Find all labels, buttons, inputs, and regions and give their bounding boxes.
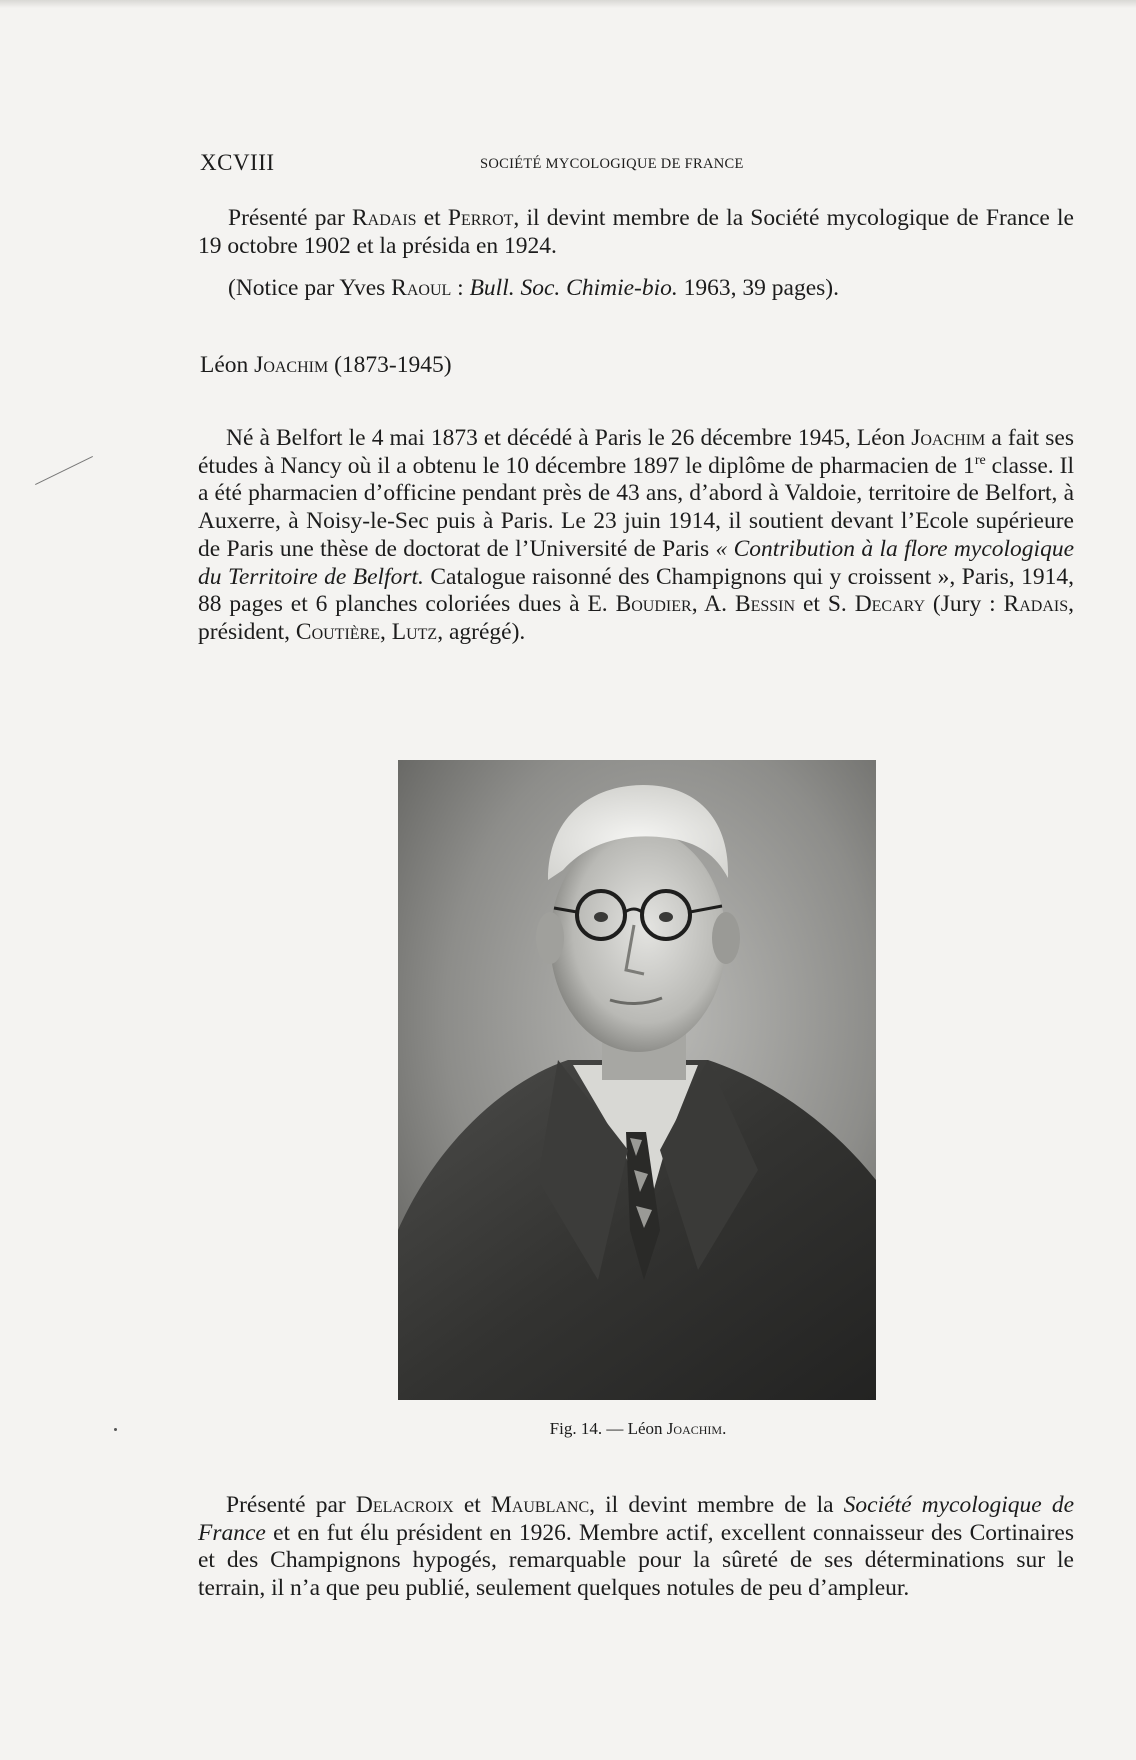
text-run: et en fut élu président en 1926. Membre actif, excellent connaisseur des Cortinaires et des Champignons hypogés, remarquable pour la sûreté de ses déterminations sur le terrain, il n’a que peu publié, seulement quelques notules de peu d’ampleur. xyxy=(198,1519,1074,1602)
portrait-photo xyxy=(398,760,876,1400)
text-run: Né à Belfort le 4 mai 1873 et décédé à Paris le 26 décembre 1945, Léon xyxy=(226,425,912,451)
person-name: Boudier xyxy=(615,591,692,618)
text-run: Catalogue raisonné des Champignons qui y croissent », Paris, 1914, 88 pages et 6 planches coloriées dues à E. xyxy=(198,563,1074,618)
text-run: : xyxy=(451,275,470,301)
person-name: Decary xyxy=(854,591,926,618)
figure-caption xyxy=(400,1419,876,1439)
person-name: Bessin xyxy=(734,591,796,618)
text-run: a fait ses études à Nancy où il a obtenu le 10 décembre 1897 le diplôme de pharmacien de 1 xyxy=(198,425,1074,479)
superscript: re xyxy=(974,452,986,468)
text-run: et S. xyxy=(795,591,855,618)
stray-pencil-mark xyxy=(35,456,93,485)
text-run: et xyxy=(416,205,448,231)
text-run: 1963, 39 pages). xyxy=(677,275,840,301)
text-run: , A. xyxy=(691,591,735,618)
person-name: Radais xyxy=(1003,591,1069,618)
biography-heading xyxy=(200,352,452,379)
society-name: Société mycologique de France xyxy=(198,1492,1075,1546)
person-name: Joachim xyxy=(911,425,986,451)
journal-title: SOCIÉTÉ MYCOLOGIQUE DE FRANCE xyxy=(480,156,744,172)
person-name: Delacroix xyxy=(355,1492,454,1518)
text-run: (Jury : xyxy=(925,591,1004,618)
person-name: Coutière xyxy=(295,618,380,645)
text-run: , xyxy=(380,618,392,645)
page-number: XCVIII xyxy=(200,150,275,175)
running-head xyxy=(200,150,1060,178)
text-run: Présenté par xyxy=(226,1492,356,1518)
left-ear xyxy=(536,912,564,964)
caption-text: Fig. 14. — Léon xyxy=(549,1419,667,1438)
right-eye xyxy=(659,912,673,922)
person-name: Radais xyxy=(351,205,417,231)
text-run: , président, xyxy=(198,591,1074,645)
paragraph-notice-reference xyxy=(228,275,1074,303)
paragraph-biography xyxy=(198,425,1074,647)
heading-surname: Joachim xyxy=(254,352,329,378)
scan-top-edge xyxy=(0,0,1136,8)
text-run: Présenté par xyxy=(228,205,352,231)
text-run: et xyxy=(453,1492,491,1518)
face xyxy=(550,828,726,1052)
text-run: , agrégé). xyxy=(437,618,526,645)
text-run: classe. Il a été pharmacien d’officine pendant près de 43 ans, d’abord à Valdoie, territoire de Belfort, à Auxerre, à Noisy-le-Sec puis à Paris. Le 23 juin 1914, il soutient devant l’Ecole supérieure de Paris une thèse de doctorat de l’Université de Paris xyxy=(198,452,1074,562)
paragraph-membership-previous xyxy=(198,205,1074,260)
person-name: Maublanc xyxy=(490,1492,590,1518)
heading-first-name: Léon xyxy=(200,352,255,378)
stray-dot xyxy=(114,1428,117,1431)
person-name: Perrot xyxy=(447,205,514,231)
text-run: , il devint membre de la Société mycologique de France le 19 octobre 1902 et la présida en 1924. xyxy=(198,205,1074,259)
paragraph-membership xyxy=(198,1492,1074,1603)
person-name: Raoul xyxy=(391,275,452,301)
caption-name: Joachim. xyxy=(666,1419,727,1438)
person-name: Lutz xyxy=(391,618,438,645)
text-run: (Notice par Yves xyxy=(228,275,392,301)
thesis-title: « Contribution à la flore mycologique du Territoire de Belfort. xyxy=(198,535,1075,590)
heading-dates: (1873-1945) xyxy=(328,352,452,378)
journal-reference: Bull. Soc. Chimie-bio. xyxy=(469,275,678,301)
text-run: , il devint membre de la xyxy=(589,1492,844,1518)
left-eye xyxy=(594,912,608,922)
right-ear xyxy=(712,912,740,964)
